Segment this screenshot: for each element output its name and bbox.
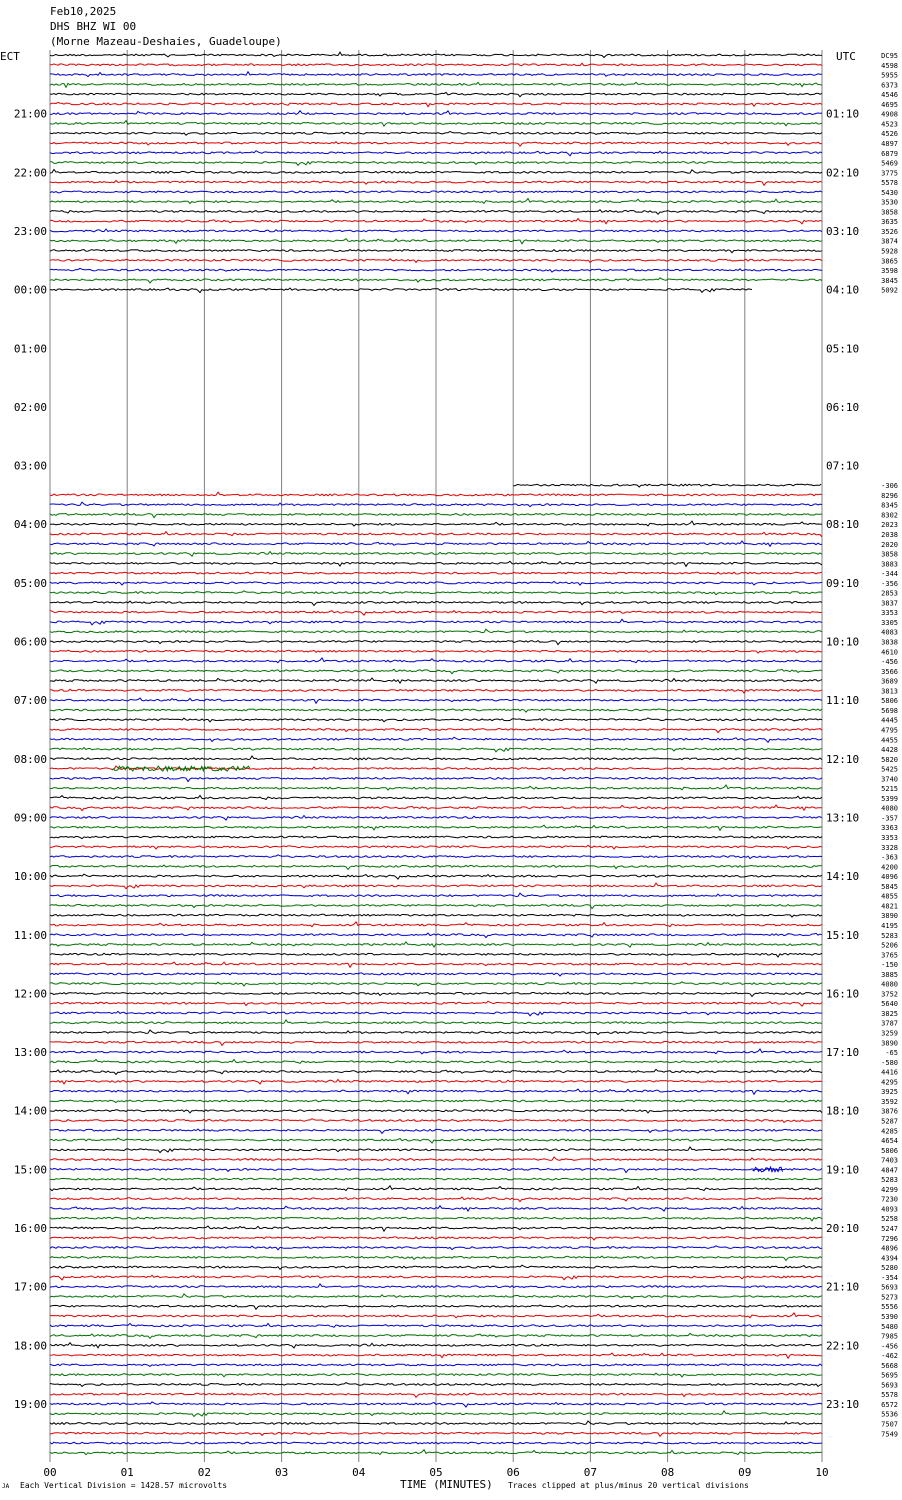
trace-offset-value: 5283 [881,1176,898,1185]
left-hour-label: 00:00 [13,283,47,297]
trace-offset-value: 8345 [881,501,898,510]
trace-offset-value: 6879 [881,149,898,158]
trace-offset-value: 5247 [881,1225,898,1233]
left-hour-label: 01:00 [13,342,47,356]
trace-offset-value: 3598 [881,267,898,276]
trace-offset-value: 4795 [881,726,898,735]
trace-offset-value: 3530 [881,198,898,207]
left-hour-label: 02:00 [13,400,47,414]
x-tick-label: 02 [197,1466,212,1479]
trace-offset-value: 5806 [881,697,898,706]
right-hour-label: 18:10 [826,1104,860,1118]
left-hour-label: 23:00 [13,224,47,238]
trace-offset-value: 8302 [881,511,898,520]
station-code: DHS BHZ WI 00 [50,20,137,33]
left-hour-label: 04:00 [13,518,47,532]
trace-offset-value: 3740 [881,775,898,784]
trace-offset-value: -462 [881,1352,898,1361]
trace-offset-value: 5698 [881,706,898,715]
x-tick-label: 04 [352,1466,366,1479]
left-hour-label: 17:00 [13,1280,47,1294]
right-hour-label: 19:10 [826,1163,860,1177]
trace-offset-value: 4821 [881,902,898,911]
station-location: (Morne Mazeau-Deshaies, Guadeloupe) [50,35,282,48]
trace-offset-value: 3813 [881,687,898,696]
trace-offset-value: 3353 [881,609,898,618]
left-hour-label: 05:00 [13,576,47,590]
trace-offset-value: 6373 [881,81,898,90]
trace-offset-value: 4195 [881,921,898,930]
trace-offset-value: 4428 [881,746,898,755]
trace-offset-value: 3566 [881,667,898,676]
trace-offset-value: 3885 [881,970,898,979]
x-tick-label: 10 [815,1466,829,1479]
trace-offset-value: 5258 [881,1215,898,1224]
trace-offset-value: 4299 [881,1185,898,1194]
clip-note: Traces clipped at plus/minus 20 vertical divisions [508,1481,749,1490]
trace-offset-value: 4080 [881,804,898,813]
trace-offset-value: 4445 [881,716,898,725]
trace-offset-value: 3363 [881,824,898,833]
trace-offset-value: 4200 [881,863,898,872]
right-hour-label: 03:10 [826,224,860,238]
trace-offset-value: 3890 [881,1039,898,1048]
trace-offset-value: 2038 [881,530,898,539]
trace-offset-value: 4695 [881,100,898,109]
trace-offset-value: 3858 [881,550,898,559]
left-hour-label: 08:00 [13,752,47,766]
trace-offset-value: 4896 [881,1244,898,1253]
trace-offset-value: 5640 [881,1000,898,1009]
trace-offset-value: 3259 [881,1029,898,1038]
trace-offset-value: -150 [881,961,898,970]
trace-offset-value: 3876 [881,1107,898,1116]
trace-offset-value: 3592 [881,1097,898,1106]
trace-offset-value: 5806 [881,1146,898,1155]
trace-offset-value: 4908 [881,110,898,119]
x-axis-title: TIME (MINUTES) [400,1478,493,1491]
trace-offset-value: 3787 [881,1019,898,1028]
trace-offset-value: 5283 [881,931,898,940]
left-hour-label: 16:00 [13,1222,47,1235]
trace-offset-value: 5206 [881,941,898,950]
trace-offset-value: 4416 [881,1068,898,1077]
trace-offset-value: 5845 [881,882,898,891]
trace-offset-value: -356 [881,579,898,588]
trace-offset-value: 5425 [881,765,898,774]
right-hour-label: 12:10 [826,752,860,766]
trace-offset-value: 4546 [881,91,898,100]
trace-offset-value: 3883 [881,560,898,569]
corner-mark: JA [2,1483,10,1490]
left-hour-label: 18:00 [13,1339,47,1353]
trace-offset-value: 3765 [881,951,898,960]
trace-offset-value: 4295 [881,1078,898,1087]
x-tick-label: 06 [506,1466,520,1479]
trace-offset-value: 3825 [881,1009,898,1018]
trace-offset-value: 7403 [881,1156,898,1165]
trace-offset-value: 3305 [881,618,898,627]
right-hour-label: 11:10 [826,694,860,708]
trace-offset-value: 4855 [881,892,898,901]
left-hour-label: 15:00 [13,1163,47,1177]
right-hour-label: 09:10 [826,576,860,590]
right-hour-label: 15:10 [826,928,860,942]
trace-offset-value: 2020 [881,540,898,549]
trace-offset-value: 5469 [881,159,898,168]
trace-offset-value: 5820 [881,755,898,764]
trace-offset-value: 5399 [881,794,898,803]
right-hour-label: 04:10 [826,283,860,297]
left-hour-label: 07:00 [13,694,47,708]
trace-offset-value: 3353 [881,834,898,842]
trace-offset-value: 5280 [881,1264,898,1273]
trace-offset-value: 3845 [881,276,898,285]
trace-offset-value: -580 [881,1058,898,1067]
trace-offset-value: 5273 [881,1293,898,1302]
left-hour-label: 21:00 [13,107,47,121]
right-hour-label: 02:10 [826,166,860,180]
left-hour-label: 14:00 [13,1104,47,1118]
right-hour-label: 17:10 [826,1046,860,1060]
trace-offset-value: 3689 [881,677,898,686]
trace-offset-value: 5693 [881,1381,898,1390]
trace-offset-value: 4598 [881,61,898,70]
trace-offset-value: -456 [881,1342,898,1351]
trace-offset-value: 5536 [881,1410,898,1419]
trace-offset-value: 7985 [881,1332,898,1341]
trace-offset-value: 5578 [881,1391,898,1400]
trace-offset-value: 4847 [881,1166,898,1175]
trace-offset-value: 4610 [881,648,898,657]
right-hour-label: 14:10 [826,870,860,884]
right-hour-label: 21:10 [826,1280,860,1294]
right-hour-label: 06:10 [826,400,860,414]
right-hour-label: 10:10 [826,635,860,649]
amplitude-burst [753,1167,783,1172]
trace-offset-value: 3925 [881,1088,898,1097]
right-hour-label: 08:10 [826,518,860,532]
trace-offset-value: -357 [881,814,898,823]
trace-offset-value: -363 [881,853,898,862]
trace-offset-value: 6572 [881,1400,898,1409]
trace-offset-value: 5695 [881,1371,898,1380]
left-timezone-label: ECT [0,50,20,63]
trace-offset-value: 4897 [881,139,898,148]
trace-offset-value: 3752 [881,990,898,999]
trace-offset-value: -456 [881,658,898,667]
left-hour-label: 06:00 [13,635,47,649]
trace-offset-value: 5928 [881,247,898,256]
right-hour-label: 20:10 [826,1222,860,1235]
plot-date: Feb10,2025 [50,5,117,18]
x-tick-label: 03 [274,1466,289,1479]
left-hour-label: 22:00 [13,166,47,180]
trace-offset-value: 5955 [881,71,898,80]
trace-offset-value: 3890 [881,912,898,921]
trace-offset-value: 7549 [881,1430,898,1439]
trace-offset-value: -65 [885,1049,898,1058]
right-hour-label: 01:10 [826,107,860,121]
right-hour-label: 05:10 [826,342,860,356]
scale-note: Each Vertical Division = 1428.57 microvolts [20,1481,228,1490]
trace-offset-value: 4083 [881,628,898,637]
trace-offset-value: 5430 [881,188,898,197]
seismic-trace [50,288,752,293]
trace-offset-value: DC95 [881,52,898,60]
trace-offset-value: 5092 [881,286,898,295]
right-hour-label: 07:10 [826,459,860,473]
right-hour-label: 13:10 [826,811,860,825]
trace-offset-value: 8296 [881,491,898,500]
trace-offset-value: 4394 [881,1254,898,1263]
trace-offset-value: 3328 [881,843,898,852]
trace-offset-value: 2023 [881,521,898,530]
trace-offset-value: 5215 [881,785,898,794]
trace-offset-value: 5578 [881,179,898,188]
trace-offset-value: 5693 [881,1283,898,1292]
trace-offset-value: 5556 [881,1303,898,1312]
left-hour-label: 12:00 [13,987,47,1001]
left-hour-label: 11:00 [13,928,47,942]
trace-offset-value: 7230 [881,1195,898,1204]
trace-offset-value: 3635 [881,218,898,227]
trace-offset-value: 4285 [881,1127,898,1136]
trace-offset-value: 4096 [881,873,898,882]
x-tick-label: 07 [583,1466,598,1479]
x-tick-label: 05 [429,1466,443,1479]
trace-offset-value: 4654 [881,1137,898,1146]
trace-offset-value: 7507 [881,1420,898,1429]
trace-offset-value: -306 [881,482,898,491]
trace-offset-value: 4526 [881,130,898,139]
trace-offset-value: 5287 [881,1117,898,1126]
trace-offset-value: 4523 [881,120,898,129]
right-hour-label: 22:10 [826,1339,860,1353]
left-hour-label: 13:00 [13,1046,47,1060]
x-tick-label: 08 [660,1466,675,1479]
trace-offset-value: 5480 [881,1322,898,1331]
trace-offset-value: 3874 [881,237,898,246]
right-hour-label: 23:10 [826,1397,860,1411]
left-hour-label: 10:00 [13,870,47,884]
trace-offset-value: -344 [881,570,898,579]
trace-offset-value: 4093 [881,1205,898,1214]
left-hour-label: 03:00 [13,459,47,473]
trace-offset-value: 2853 [881,589,898,598]
trace-offset-value: -354 [881,1273,898,1282]
x-tick-label: 00 [43,1466,57,1479]
trace-offset-value: 3838 [881,638,898,647]
trace-offset-value: 3858 [881,208,898,217]
trace-offset-value: 3837 [881,599,898,608]
trace-offset-value: 3865 [881,257,898,266]
trace-offset-value: 3526 [881,227,898,236]
left-hour-label: 09:00 [13,811,47,825]
trace-offset-value: 5668 [881,1361,898,1370]
trace-offset-value: 4455 [881,736,898,745]
x-tick-label: 09 [738,1466,752,1479]
trace-offset-value: 4080 [881,980,898,989]
left-hour-label: 19:00 [13,1397,47,1411]
x-tick-label: 01 [120,1466,134,1479]
right-timezone-label: UTC [836,50,856,63]
trace-offset-value: 3775 [881,169,898,178]
right-hour-label: 16:10 [826,987,860,1001]
trace-offset-value: 5390 [881,1312,898,1321]
trace-offset-value: 7296 [881,1234,898,1243]
